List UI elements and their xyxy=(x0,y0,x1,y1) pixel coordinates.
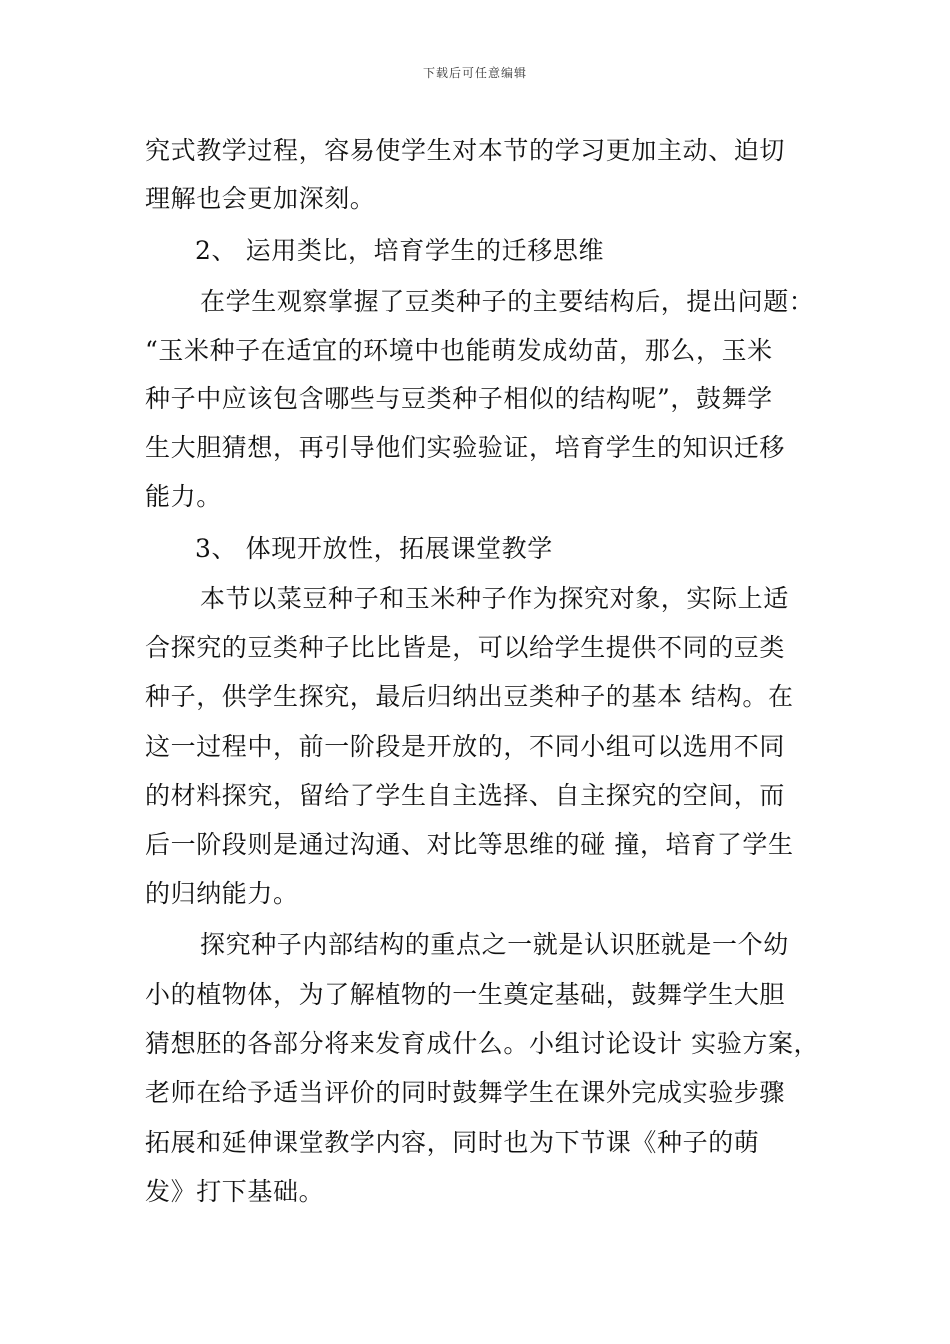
paragraph-line: 在学生观察掌握了豆类种子的主要结构后，提出问题： xyxy=(200,287,815,316)
paragraph-line: 的材料探究，留给了学生自主选择、自主探究的空间，而 xyxy=(145,781,786,810)
section-heading: 2、 运用类比，培育学生的迁移思维 xyxy=(195,236,605,265)
paragraph-line: 探究种子内部结构的重点之一就是认识胚就是一个幼 xyxy=(200,930,789,959)
paragraph-line: 后一阶段则是通过沟通、对比等思维的碰 撞，培育了学生 xyxy=(145,830,794,859)
paragraph-line: 这一过程中，前一阶段是开放的，不同小组可以选用不同 xyxy=(145,732,786,761)
paragraph-line: 种子，供学生探究，最后归纳出豆类种子的基本 结构。在 xyxy=(145,682,794,711)
paragraph-line: 能力。 xyxy=(145,482,222,511)
paragraph-line: 小的植物体，为了解植物的一生奠定基础，鼓舞学生大胆 xyxy=(145,980,786,1009)
paragraph-line: 合探究的豆类种子比比皆是，可以给学生提供不同的豆类 xyxy=(145,633,786,662)
paragraph-line: 生大胆猜想，再引导他们实验验证，培育学生的知识迁移 xyxy=(145,433,786,462)
paragraph-line: 究式教学过程，容易使学生对本节的学习更加主动、迫切 xyxy=(145,136,786,165)
paragraph-line: “玉米种子在适宜的环境中也能萌发成幼苗，那么，玉米 xyxy=(145,336,773,365)
paragraph-line: 本节以菜豆种子和玉米种子作为探究对象，实际上适 xyxy=(200,584,789,613)
paragraph-line: 的归纳能力。 xyxy=(145,879,299,908)
paragraph-line: 发》打下基础。 xyxy=(145,1177,325,1206)
paragraph-line: 拓展和延伸课堂教学内容，同时也为下节课《种子的萌 xyxy=(145,1128,760,1157)
paragraph-line: 理解也会更加深刻。 xyxy=(145,184,376,213)
section-heading: 3、 体现开放性，拓展课堂教学 xyxy=(195,534,553,563)
page-header: 下载后可任意编辑 xyxy=(422,66,527,80)
paragraph-line: 猜想胚的各部分将来发育成什么。小组讨论设计 实验方案， xyxy=(145,1029,820,1058)
paragraph-line: 老师在给予适当评价的同时鼓舞学生在课外完成实验步骤 xyxy=(145,1078,786,1107)
paragraph-line: 种子中应该包含哪些与豆类种子相似的结构呢”，鼓舞学 xyxy=(145,384,773,413)
